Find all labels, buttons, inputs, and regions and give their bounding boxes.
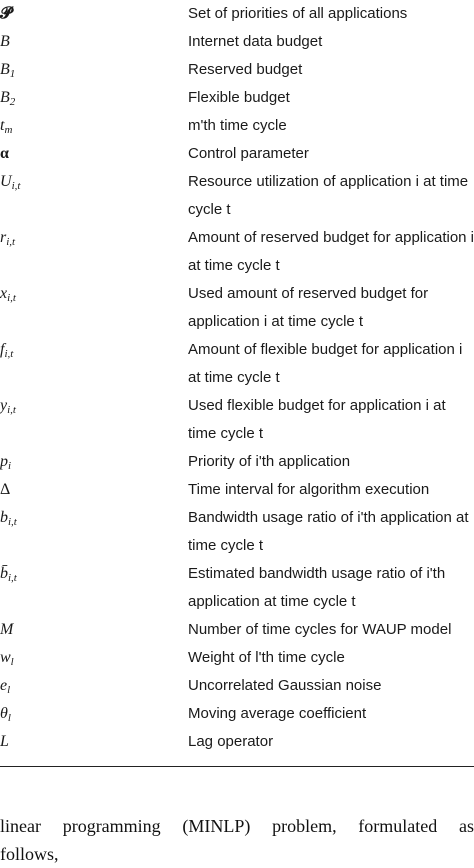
symbol-cell: L bbox=[0, 733, 9, 750]
table-row bbox=[0, 168, 474, 224]
table-row bbox=[0, 672, 474, 700]
symbol-subscript: i,t bbox=[7, 404, 16, 416]
symbol-base: θ bbox=[0, 705, 8, 722]
description-cell: Control parameter bbox=[188, 145, 309, 162]
symbol-cell bbox=[0, 672, 180, 700]
description-cell: Amount of flexible budget for application i at time cycle t bbox=[188, 341, 463, 386]
description-cell: Internet data budget bbox=[188, 33, 323, 50]
symbol-cell bbox=[0, 336, 180, 364]
symbol-base: b bbox=[0, 509, 8, 526]
description-cell: Moving average coefficient bbox=[188, 705, 367, 722]
symbol-base: B bbox=[0, 89, 10, 106]
symbol-cell bbox=[0, 504, 180, 532]
symbol-cell: 𝓟 bbox=[0, 5, 12, 22]
description-cell: Estimated bandwidth usage ratio of i'th application at time cycle t bbox=[188, 565, 446, 610]
symbol-cell bbox=[0, 112, 180, 140]
symbol-base: y bbox=[0, 397, 8, 414]
description-cell: Time interval for algorithm execution bbox=[188, 481, 430, 498]
table-row bbox=[0, 84, 474, 112]
description-cell: Weight of l'th time cycle bbox=[188, 649, 345, 666]
description-cell: Number of time cycles for WAUP model bbox=[188, 621, 452, 638]
symbol-subscript: l bbox=[7, 712, 11, 724]
description-cell: Amount of reserved budget for application i at time cycle t bbox=[188, 229, 474, 274]
symbol-subscript: m bbox=[4, 124, 13, 136]
table-row bbox=[0, 224, 474, 280]
table-row bbox=[0, 560, 474, 616]
table-row bbox=[0, 504, 474, 560]
symbol-cell: α bbox=[0, 145, 9, 162]
table-row bbox=[0, 280, 474, 336]
symbol-cell bbox=[0, 560, 180, 588]
table-row bbox=[0, 728, 474, 756]
description-cell: Set of priorities of all applications bbox=[188, 5, 408, 22]
table-row bbox=[0, 56, 474, 84]
table-row bbox=[0, 476, 474, 504]
symbol-base: U bbox=[0, 173, 12, 190]
symbol-subscript: 2 bbox=[9, 96, 16, 108]
body-line: linear programming (MINLP) problem, formulated as bbox=[0, 816, 474, 836]
table-bottom-rule bbox=[0, 766, 474, 767]
description-cell: m'th time cycle bbox=[188, 117, 287, 134]
symbol-base: B bbox=[0, 61, 10, 78]
table-row bbox=[0, 28, 474, 56]
table-row bbox=[0, 644, 474, 672]
symbol-subscript: l bbox=[7, 684, 11, 696]
symbol-cell bbox=[0, 84, 180, 112]
table-row bbox=[0, 392, 474, 448]
symbol-subscript: i,t bbox=[8, 572, 17, 584]
description-cell: Priority of i'th application bbox=[188, 453, 351, 470]
description-cell: Used flexible budget for application i at time cycle t bbox=[188, 397, 446, 442]
symbol-base: x bbox=[0, 285, 8, 302]
symbol-base: r bbox=[0, 229, 7, 246]
symbol-cell: Δ bbox=[0, 481, 11, 498]
symbol-base: w bbox=[0, 649, 11, 666]
symbol-base: t bbox=[0, 117, 5, 134]
symbol-subscript: l bbox=[10, 656, 14, 668]
table-row bbox=[0, 112, 474, 140]
symbol-base: b̄ bbox=[0, 565, 8, 582]
table-row bbox=[0, 448, 474, 476]
description-cell: Lag operator bbox=[188, 733, 274, 750]
symbol-cell bbox=[0, 644, 180, 672]
symbol-cell bbox=[0, 168, 180, 196]
table-row bbox=[0, 616, 474, 644]
table-row bbox=[0, 336, 474, 392]
symbol-base: e bbox=[0, 677, 8, 694]
table-row bbox=[0, 700, 474, 728]
description-cell: Resource utilization of application i at time cycle t bbox=[188, 173, 469, 218]
symbol-subscript: i,t bbox=[7, 292, 16, 304]
description-cell: Bandwidth usage ratio of i'th application at time cycle t bbox=[188, 509, 469, 554]
symbol-cell: M bbox=[0, 621, 14, 638]
description-cell: Used amount of reserved budget for application i at time cycle t bbox=[188, 285, 429, 330]
symbol-cell bbox=[0, 448, 180, 476]
symbol-subscript: i,t bbox=[6, 236, 16, 248]
body-line: follows, bbox=[0, 844, 59, 864]
symbol-cell bbox=[0, 56, 180, 84]
description-cell: Flexible budget bbox=[188, 89, 290, 106]
description-cell: Reserved budget bbox=[188, 61, 303, 78]
description-cell: Uncorrelated Gaussian noise bbox=[188, 677, 382, 694]
table-row bbox=[0, 0, 474, 28]
symbol-subscript: 1 bbox=[9, 68, 16, 80]
symbol-cell bbox=[0, 392, 180, 420]
symbol-cell bbox=[0, 224, 180, 252]
symbol-cell bbox=[0, 280, 180, 308]
symbol-cell: B bbox=[0, 33, 10, 50]
symbol-subscript: i,t bbox=[11, 180, 21, 192]
symbol-cell bbox=[0, 700, 180, 728]
symbol-subscript: i,t bbox=[4, 348, 14, 360]
symbol-base: p bbox=[0, 453, 8, 470]
symbol-subscript: i,t bbox=[8, 516, 17, 528]
symbol-base: f bbox=[0, 341, 5, 358]
symbol-subscript: i bbox=[8, 460, 12, 472]
table-row bbox=[0, 140, 474, 168]
